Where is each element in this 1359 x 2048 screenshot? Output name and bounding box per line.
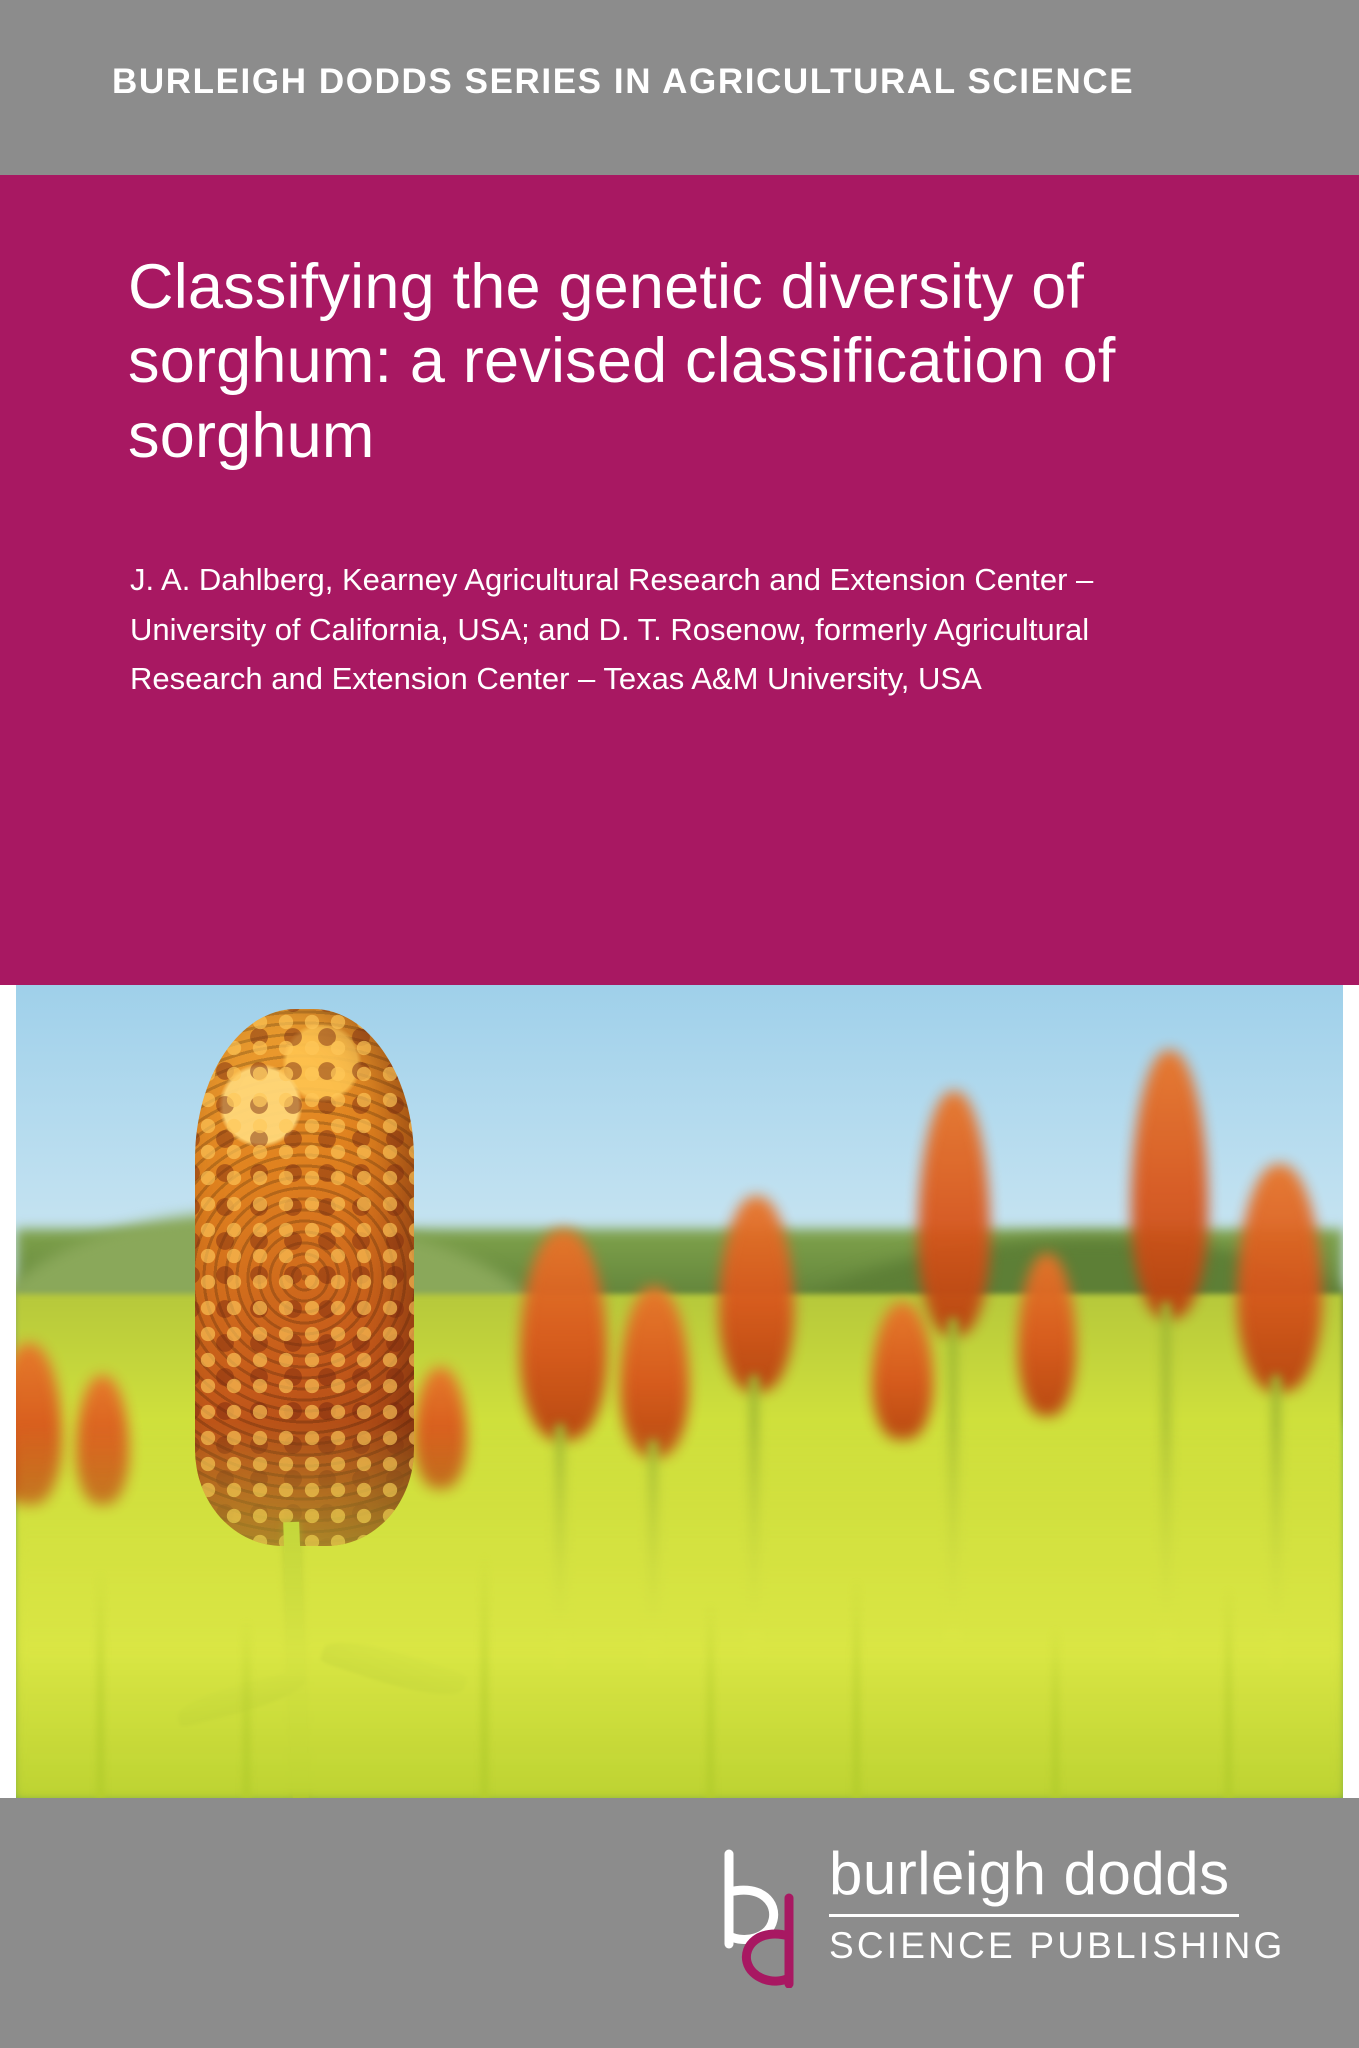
grass-blade [242,1619,251,1798]
publisher-wordmark [829,1840,1286,1967]
series-title: BURLEIGH DODDS SERIES IN AGRICULTURAL SCIENCE [112,62,1135,101]
grass-blade [1051,1627,1060,1798]
cover-photo [16,985,1343,1798]
field-glow [16,1424,1343,1798]
page-title: Classifying the genetic diversity of sorghum: a revised classification of sorghum [128,252,1116,471]
logo-divider [829,1914,1239,1917]
bd-monogram-icon [711,1848,811,1988]
series-band [0,0,1359,175]
publisher-logo [711,1840,1286,1994]
publisher-name: burleigh dodds [829,1840,1230,1907]
grass-blade [480,1554,489,1798]
publisher-band [0,1798,1359,2048]
author-list: J. A. Dahlberg, Kearney Agricultural Research and Extension Center – University of California, USA; and D. T. Rosenow, formerly Agricultural Research and Extension Center – Texas A&M University, USA [130,562,1094,697]
publisher-tagline: SCIENCE PUBLISHING [829,1925,1286,1966]
title-block [0,175,1359,985]
grass-blade [1224,1587,1233,1798]
grass-blade [852,1579,861,1799]
grass-blade [706,1603,715,1798]
grass-blade [96,1570,105,1798]
